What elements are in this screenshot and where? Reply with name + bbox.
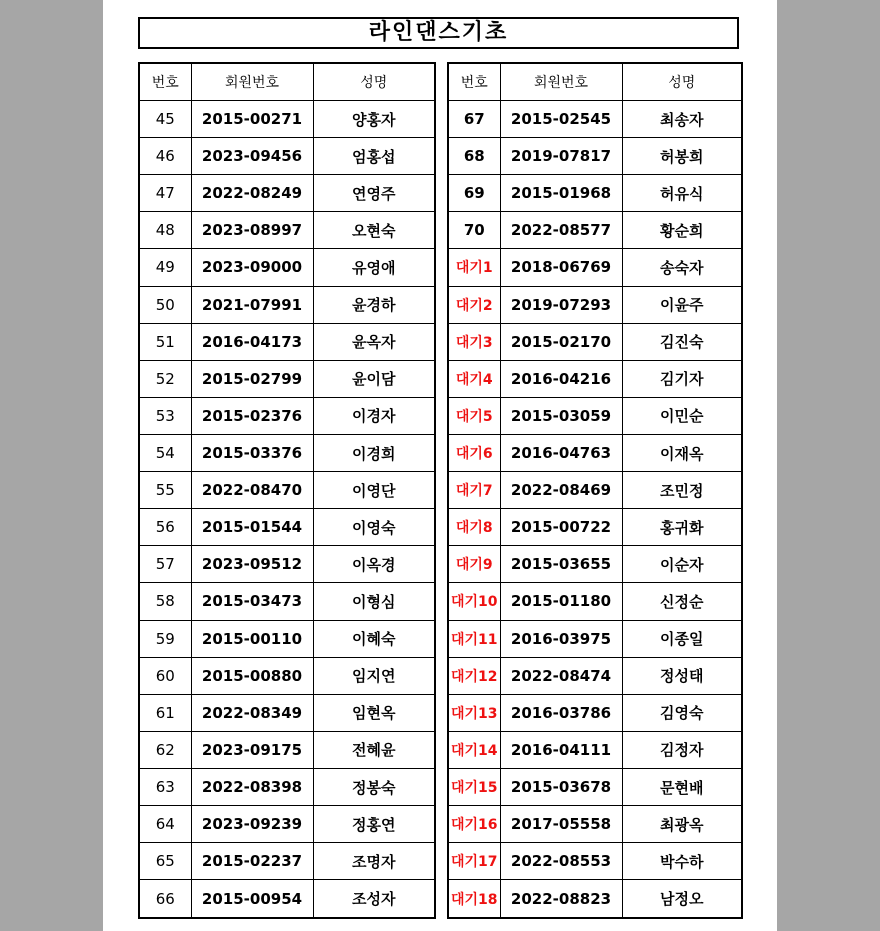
member-number: 2023-09239	[191, 806, 313, 843]
row-number: 59	[139, 620, 191, 657]
table-row	[139, 806, 435, 843]
member-name: 이영숙	[313, 509, 435, 546]
document-page	[103, 0, 777, 931]
table-row	[139, 731, 435, 768]
header-member-no: 회원번호	[191, 63, 313, 101]
header-name: 성명	[622, 63, 742, 101]
table-row	[448, 101, 742, 138]
row-number: 대기12	[448, 657, 500, 694]
row-number: 50	[139, 286, 191, 323]
member-name: 윤옥자	[313, 323, 435, 360]
member-name: 이재옥	[622, 434, 742, 471]
member-name: 윤이담	[313, 360, 435, 397]
table-row	[139, 583, 435, 620]
member-name: 김영숙	[622, 694, 742, 731]
member-name: 이경희	[313, 434, 435, 471]
table-row	[139, 768, 435, 805]
table-row	[448, 397, 742, 434]
member-number: 2015-00880	[191, 657, 313, 694]
member-number: 2022-08249	[191, 175, 313, 212]
member-name: 정봉숙	[313, 768, 435, 805]
row-number: 64	[139, 806, 191, 843]
member-name: 김정자	[622, 731, 742, 768]
member-number: 2019-07293	[500, 286, 622, 323]
member-name: 최광옥	[622, 806, 742, 843]
member-name: 정성태	[622, 657, 742, 694]
table-row	[448, 731, 742, 768]
row-number: 대기11	[448, 620, 500, 657]
table-row	[139, 323, 435, 360]
table-row	[448, 138, 742, 175]
row-number: 62	[139, 731, 191, 768]
member-number: 2015-02237	[191, 843, 313, 880]
member-number: 2016-04111	[500, 731, 622, 768]
table-row	[448, 583, 742, 620]
member-number: 2017-05558	[500, 806, 622, 843]
member-name: 전혜윤	[313, 731, 435, 768]
table-row	[448, 546, 742, 583]
table-row	[139, 843, 435, 880]
member-name: 신정순	[622, 583, 742, 620]
member-name: 엄홍섭	[313, 138, 435, 175]
header-row	[139, 63, 435, 101]
table-row	[139, 546, 435, 583]
member-name: 황순희	[622, 212, 742, 249]
member-number: 2022-08469	[500, 472, 622, 509]
member-name: 허봉희	[622, 138, 742, 175]
row-number: 대기16	[448, 806, 500, 843]
member-number: 2015-02545	[500, 101, 622, 138]
row-number: 대기9	[448, 546, 500, 583]
row-number: 54	[139, 434, 191, 471]
member-number: 2016-04173	[191, 323, 313, 360]
table-row	[448, 212, 742, 249]
table-row	[448, 657, 742, 694]
header-name: 성명	[313, 63, 435, 101]
member-number: 2015-01544	[191, 509, 313, 546]
table-row	[448, 360, 742, 397]
row-number: 대기13	[448, 694, 500, 731]
table-row	[448, 472, 742, 509]
table-row	[139, 509, 435, 546]
member-number: 2022-08823	[500, 880, 622, 918]
row-number: 대기18	[448, 880, 500, 918]
table-row	[448, 509, 742, 546]
member-number: 2015-01968	[500, 175, 622, 212]
table-row	[139, 620, 435, 657]
table-row	[139, 101, 435, 138]
table-row	[139, 360, 435, 397]
member-number: 2015-00722	[500, 509, 622, 546]
member-number: 2021-07991	[191, 286, 313, 323]
member-number: 2015-00110	[191, 620, 313, 657]
roster-table-right	[447, 62, 743, 919]
row-number: 대기15	[448, 768, 500, 805]
member-name: 이순자	[622, 546, 742, 583]
table-row	[139, 286, 435, 323]
member-number: 2015-02170	[500, 323, 622, 360]
row-number: 대기2	[448, 286, 500, 323]
row-number: 대기6	[448, 434, 500, 471]
row-number: 대기3	[448, 323, 500, 360]
member-name: 이종일	[622, 620, 742, 657]
table-row	[448, 286, 742, 323]
member-number: 2016-04763	[500, 434, 622, 471]
member-number: 2018-06769	[500, 249, 622, 286]
member-name: 조민정	[622, 472, 742, 509]
header-member-no: 회원번호	[500, 63, 622, 101]
table-row	[139, 657, 435, 694]
row-number: 60	[139, 657, 191, 694]
row-number: 대기17	[448, 843, 500, 880]
table-row	[139, 249, 435, 286]
table-row	[448, 620, 742, 657]
table-row	[448, 843, 742, 880]
row-number: 65	[139, 843, 191, 880]
member-name: 이윤주	[622, 286, 742, 323]
row-number: 55	[139, 472, 191, 509]
member-number: 2015-03655	[500, 546, 622, 583]
member-name: 정홍연	[313, 806, 435, 843]
table-row	[139, 694, 435, 731]
row-number: 68	[448, 138, 500, 175]
table-row	[448, 768, 742, 805]
row-number: 47	[139, 175, 191, 212]
row-number: 57	[139, 546, 191, 583]
member-number: 2016-03786	[500, 694, 622, 731]
member-number: 2023-09512	[191, 546, 313, 583]
row-number: 대기10	[448, 583, 500, 620]
page-title: 라인댄스기초	[138, 17, 739, 49]
table-row	[448, 806, 742, 843]
row-number: 대기8	[448, 509, 500, 546]
member-number: 2015-02799	[191, 360, 313, 397]
member-name: 오현숙	[313, 212, 435, 249]
member-number: 2022-08474	[500, 657, 622, 694]
member-name: 이옥경	[313, 546, 435, 583]
row-number: 66	[139, 880, 191, 918]
member-number: 2016-03975	[500, 620, 622, 657]
member-name: 박수하	[622, 843, 742, 880]
table-row	[139, 175, 435, 212]
member-name: 이경자	[313, 397, 435, 434]
member-name: 남정오	[622, 880, 742, 918]
header-row	[448, 63, 742, 101]
row-number: 대기4	[448, 360, 500, 397]
member-name: 양홍자	[313, 101, 435, 138]
member-number: 2023-08997	[191, 212, 313, 249]
row-number: 대기1	[448, 249, 500, 286]
member-name: 허유식	[622, 175, 742, 212]
member-number: 2019-07817	[500, 138, 622, 175]
row-number: 46	[139, 138, 191, 175]
row-number: 49	[139, 249, 191, 286]
row-number: 51	[139, 323, 191, 360]
member-name: 문현배	[622, 768, 742, 805]
member-name: 윤경하	[313, 286, 435, 323]
row-number: 48	[139, 212, 191, 249]
member-name: 이영단	[313, 472, 435, 509]
member-name: 김진숙	[622, 323, 742, 360]
row-number: 52	[139, 360, 191, 397]
member-number: 2023-09175	[191, 731, 313, 768]
member-number: 2022-08398	[191, 768, 313, 805]
row-number: 대기5	[448, 397, 500, 434]
member-number: 2015-02376	[191, 397, 313, 434]
member-number: 2022-08553	[500, 843, 622, 880]
member-number: 2015-01180	[500, 583, 622, 620]
member-number: 2022-08349	[191, 694, 313, 731]
member-name: 임현옥	[313, 694, 435, 731]
header-number: 번호	[139, 63, 191, 101]
member-number: 2015-03678	[500, 768, 622, 805]
table-row	[448, 175, 742, 212]
member-number: 2023-09000	[191, 249, 313, 286]
table-row	[448, 249, 742, 286]
member-name: 임지연	[313, 657, 435, 694]
row-number: 67	[448, 101, 500, 138]
member-name: 송숙자	[622, 249, 742, 286]
table-row	[139, 397, 435, 434]
table-row	[139, 434, 435, 471]
table-row	[139, 212, 435, 249]
member-number: 2015-03059	[500, 397, 622, 434]
member-name: 연영주	[313, 175, 435, 212]
header-number: 번호	[448, 63, 500, 101]
table-row	[448, 694, 742, 731]
member-number: 2023-09456	[191, 138, 313, 175]
member-number: 2022-08470	[191, 472, 313, 509]
row-number: 58	[139, 583, 191, 620]
member-number: 2015-00271	[191, 101, 313, 138]
table-row	[448, 880, 742, 918]
roster-table-left	[138, 62, 436, 919]
table-row	[139, 138, 435, 175]
member-name: 유영애	[313, 249, 435, 286]
table-row	[139, 880, 435, 918]
member-number: 2016-04216	[500, 360, 622, 397]
row-number: 56	[139, 509, 191, 546]
member-number: 2015-00954	[191, 880, 313, 918]
member-name: 이형심	[313, 583, 435, 620]
member-number: 2015-03376	[191, 434, 313, 471]
table-row	[139, 472, 435, 509]
member-name: 이혜숙	[313, 620, 435, 657]
member-name: 조명자	[313, 843, 435, 880]
row-number: 53	[139, 397, 191, 434]
member-number: 2015-03473	[191, 583, 313, 620]
row-number: 63	[139, 768, 191, 805]
member-name: 조성자	[313, 880, 435, 918]
row-number: 69	[448, 175, 500, 212]
row-number: 61	[139, 694, 191, 731]
member-name: 홍귀화	[622, 509, 742, 546]
member-name: 김기자	[622, 360, 742, 397]
row-number: 대기7	[448, 472, 500, 509]
table-row	[448, 323, 742, 360]
member-name: 이민순	[622, 397, 742, 434]
member-name: 최송자	[622, 101, 742, 138]
table-row	[448, 434, 742, 471]
row-number: 대기14	[448, 731, 500, 768]
row-number: 70	[448, 212, 500, 249]
row-number: 45	[139, 101, 191, 138]
member-number: 2022-08577	[500, 212, 622, 249]
